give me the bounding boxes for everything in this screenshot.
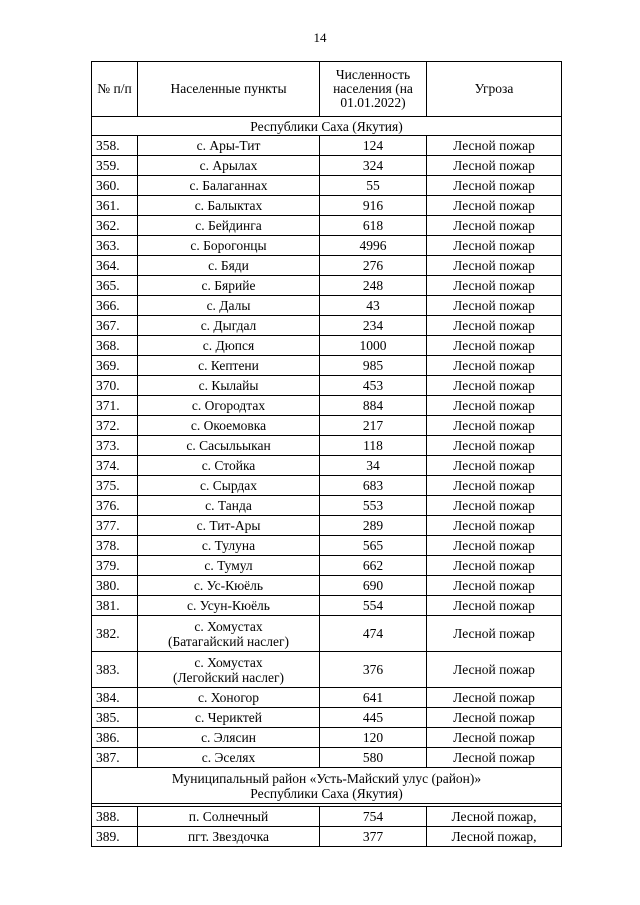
settlement-name: с. Стойка [138,456,320,476]
settlement-name: с. Бейдинга [138,216,320,236]
population-value: 618 [320,216,427,236]
table-row [92,596,562,616]
row-number: 377. [92,516,138,536]
section-title [92,768,562,804]
population-value: 474 [320,616,427,652]
population-value: 34 [320,456,427,476]
row-number: 361. [92,196,138,216]
table-row [92,652,562,688]
row-number: 373. [92,436,138,456]
threat-value: Лесной пожар [427,396,562,416]
table-row [92,536,562,556]
population-value: 124 [320,136,427,156]
settlement-name: с. Борогонцы [138,236,320,256]
table-row [92,556,562,576]
section-title-line: Республики Саха (Якутия) [250,785,403,801]
header-threat-label: Угроза [474,81,514,96]
threat-value: Лесной пожар [427,336,562,356]
table-row [92,256,562,276]
threat-value: Лесной пожар [427,156,562,176]
population-value: 985 [320,356,427,376]
row-number: 364. [92,256,138,276]
population-value: 554 [320,596,427,616]
table-row [92,616,562,652]
settlement-name: с. Танда [138,496,320,516]
row-number: 366. [92,296,138,316]
settlement-name: с. Кылайы [138,376,320,396]
row-number: 388. [92,807,138,827]
population-value: 580 [320,748,427,768]
header-settlement-label: Населенные пункты [170,81,287,96]
row-number: 363. [92,236,138,256]
population-value: 754 [320,807,427,827]
row-number: 387. [92,748,138,768]
population-value: 453 [320,376,427,396]
threat-value: Лесной пожар [427,516,562,536]
population-value: 289 [320,516,427,536]
population-value: 120 [320,728,427,748]
population-value: 662 [320,556,427,576]
table-row [92,156,562,176]
threat-value: Лесной пожар [427,276,562,296]
population-value: 234 [320,316,427,336]
header-num-label: № п/п [97,81,132,96]
row-number: 385. [92,708,138,728]
header-population [320,62,427,117]
row-number: 382. [92,616,138,652]
settlement-name: с. Кептени [138,356,320,376]
table-header-row [92,62,562,117]
row-number: 359. [92,156,138,176]
table-row [92,436,562,456]
threat-value: Лесной пожар [427,436,562,456]
threat-value: Лесной пожар [427,576,562,596]
population-value: 377 [320,827,427,847]
settlement-name: с. Ус-Кюёль [138,576,320,596]
population-value: 641 [320,688,427,708]
table-row [92,356,562,376]
table-row [92,748,562,768]
section-title: Республики Саха (Якутия) [92,117,562,136]
threat-value: Лесной пожар [427,748,562,768]
row-number: 386. [92,728,138,748]
table-row [92,296,562,316]
table-row [92,416,562,436]
table-row [92,396,562,416]
threat-value: Лесной пожар [427,296,562,316]
table-row [92,576,562,596]
row-number: 358. [92,136,138,156]
settlement-name: с. Балыктах [138,196,320,216]
settlement-name: с. Бяди [138,256,320,276]
population-value: 690 [320,576,427,596]
settlement-name: с. Ары-Тит [138,136,320,156]
table-row [92,276,562,296]
settlement-name: с. Огородтах [138,396,320,416]
population-value: 1000 [320,336,427,356]
settlement-name: с. Тит-Ары [138,516,320,536]
population-value: 276 [320,256,427,276]
settlement-name: с. Усун-Кюёль [138,596,320,616]
threat-value: Лесной пожар [427,376,562,396]
settlement-name: с. Сырдах [138,476,320,496]
row-number: 379. [92,556,138,576]
row-number: 381. [92,596,138,616]
section-title-row [92,117,562,136]
row-number: 369. [92,356,138,376]
row-number: 374. [92,456,138,476]
header-num [92,62,138,117]
threat-value: Лесной пожар [427,476,562,496]
settlement-name: с. Арылах [138,156,320,176]
table-row [92,456,562,476]
population-value: 324 [320,156,427,176]
settlement-name: с. Далы [138,296,320,316]
table-row [92,476,562,496]
threat-value: Лесной пожар [427,688,562,708]
row-number: 372. [92,416,138,436]
threat-value: Лесной пожар [427,652,562,688]
table-row [92,216,562,236]
settlement-name: с. Тулуна [138,536,320,556]
table-row [92,196,562,216]
threat-value: Лесной пожар [427,496,562,516]
section-title-row [92,768,562,804]
settlement-name [138,616,320,652]
population-value: 916 [320,196,427,216]
settlement-name: с. Эселях [138,748,320,768]
threat-value: Лесной пожар [427,196,562,216]
settlement-name: с. Элясин [138,728,320,748]
threat-value: Лесной пожар [427,356,562,376]
row-number: 360. [92,176,138,196]
header-population-label: Численность населения (на 01.01.2022) [333,67,413,110]
settlement-name: п. Солнечный [138,807,320,827]
settlement-name: с. Сасыльыкан [138,436,320,456]
row-number: 370. [92,376,138,396]
settlement-name-line: (Легойский наслег) [172,669,285,685]
threat-value: Лесной пожар [427,256,562,276]
settlement-name: с. Дюпся [138,336,320,356]
threat-value: Лесной пожар [427,708,562,728]
table-row [92,236,562,256]
table-row [92,807,562,827]
population-value: 55 [320,176,427,196]
population-value: 553 [320,496,427,516]
population-value: 43 [320,296,427,316]
settlement-name: пгт. Звездочка [138,827,320,847]
table-row [92,376,562,396]
row-number: 389. [92,827,138,847]
settlements-table [91,61,562,847]
settlement-name: с. Окоемовка [138,416,320,436]
threat-value: Лесной пожар [427,536,562,556]
threat-value: Лесной пожар [427,216,562,236]
table-row [92,827,562,847]
threat-value: Лесной пожар [427,556,562,576]
population-value: 884 [320,396,427,416]
settlement-name-line: с. Хомустах [194,654,263,670]
settlement-name-line: (Батагайский наслег) [167,633,290,649]
population-value: 248 [320,276,427,296]
table-row [92,336,562,356]
header-threat [427,62,562,117]
settlement-name: с. Бярийе [138,276,320,296]
population-value: 217 [320,416,427,436]
population-value: 445 [320,708,427,728]
population-value: 376 [320,652,427,688]
page-number: 14 [313,30,327,45]
threat-value: Лесной пожар [427,236,562,256]
settlement-name [138,652,320,688]
threat-value: Лесной пожар [427,456,562,476]
section-title-line: Муниципальный район «Усть-Майский улус (район)» [171,770,482,786]
row-number: 367. [92,316,138,336]
table-row [92,516,562,536]
table-row [92,136,562,156]
population-value: 118 [320,436,427,456]
row-number: 375. [92,476,138,496]
table-row [92,316,562,336]
header-settlement [138,62,320,117]
table-body [92,117,562,847]
row-number: 383. [92,652,138,688]
row-number: 378. [92,536,138,556]
row-number: 384. [92,688,138,708]
row-number: 380. [92,576,138,596]
population-value: 565 [320,536,427,556]
settlement-name: с. Тумул [138,556,320,576]
population-value: 683 [320,476,427,496]
threat-value: Лесной пожар, [427,807,562,827]
population-value: 4996 [320,236,427,256]
settlement-name: с. Дыгдал [138,316,320,336]
row-number: 376. [92,496,138,516]
table-row [92,496,562,516]
settlement-name: с. Балаганнах [138,176,320,196]
table-row [92,728,562,748]
settlement-name-line: с. Хомустах [194,618,263,634]
settlement-name: с. Чериктей [138,708,320,728]
threat-value: Лесной пожар, [427,827,562,847]
row-number: 371. [92,396,138,416]
threat-value: Лесной пожар [427,136,562,156]
threat-value: Лесной пожар [427,728,562,748]
threat-value: Лесной пожар [427,596,562,616]
threat-value: Лесной пожар [427,616,562,652]
threat-value: Лесной пожар [427,416,562,436]
table-row [92,688,562,708]
table-row [92,708,562,728]
threat-value: Лесной пожар [427,316,562,336]
row-number: 368. [92,336,138,356]
row-number: 365. [92,276,138,296]
table-row [92,176,562,196]
settlement-name: с. Хоногор [138,688,320,708]
row-number: 362. [92,216,138,236]
threat-value: Лесной пожар [427,176,562,196]
